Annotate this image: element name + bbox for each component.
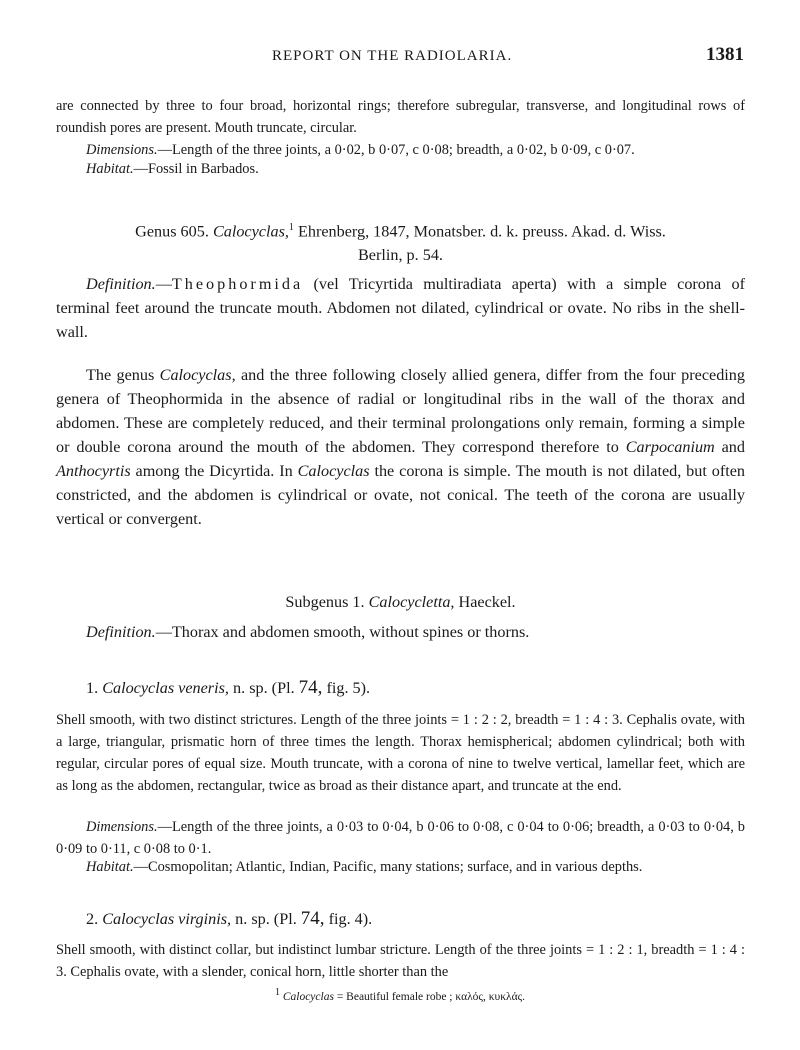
genus-ref: Calocyclas [297, 462, 370, 480]
genus-name: Calocyclas, [212, 222, 289, 241]
species-heading [56, 907, 745, 931]
description-text: Shell smooth, with two distinct strictures. Length of the three joints = 1 : 2 : 2, breadth = 1 : 4 : 3. Cephalis ovate, with a large, triangular, prismatic horn of three times the length. Thorax hemispherical; abdomen cylindrical; both with regular, circular pores of equal size. Mouth truncate, with a corona of nine to twelve vertical, lamellar feet, which are as long as the abdomen, rectangular, twice as broad as their distance apart, and truncate at the end. [56, 712, 745, 794]
genus-discussion [56, 363, 745, 531]
plate-number: 74, [298, 677, 323, 698]
habitat-label: Habitat. [86, 161, 134, 177]
subgenus-definition [56, 620, 745, 644]
description-text: Shell smooth, with distinct collar, but indistinct lumbar stricture. Length of the three joints = 1 : 2 : 1, breadth = 1 : 4 : 3. Cephalis ovate, with a slender, conical horn, little shorter than the [56, 942, 745, 980]
continued-text: are connected by three to four broad, horizontal rings; therefore subregular, transverse, and longitudinal rows of roundish pores are present. Mouth truncate, circular. [56, 98, 745, 136]
dimensions-text: —Length of the three joints, a 0·02, b 0·07, c 0·08; breadth, a 0·02, b 0·09, c 0·07. [157, 142, 635, 158]
footnote-text: = Beautiful female robe ; καλός, κυκλάς. [333, 990, 526, 1003]
family-name: Theophormida [171, 275, 304, 293]
discussion-text: and [714, 438, 745, 456]
species-name: Calocyclas virginis, [102, 910, 232, 928]
plate-number: 74, [300, 908, 325, 929]
running-header [0, 44, 800, 70]
habitat-text: —Cosmopolitan; Atlantic, Indian, Pacific, many stations; surface, and in various depths. [133, 859, 643, 875]
discussion-text: among the Dicyrtida. In [130, 462, 298, 480]
discussion-text: the corona is simple. The mouth is not dilated, but often constricted, and the abdomen is cylindrical or ovate, not conical. The teeth of the corona are usually vertical or convergent. [56, 462, 746, 528]
continued-description [56, 95, 745, 139]
species-description [56, 939, 745, 983]
genus-location: Berlin, p. 54. [358, 246, 443, 265]
footnote-number: 1 [274, 987, 280, 998]
footnote-ref: 1 [288, 222, 294, 233]
dimensions-label: Dimensions. [86, 819, 158, 835]
genus-prefix: Genus 605. [135, 222, 209, 241]
genus-authority: Ehrenberg, 1847, Monatsber. d. k. preuss. Akad. d. Wiss. [297, 222, 666, 241]
figure-ref: fig. 4). [328, 910, 373, 928]
running-title: REPORT ON THE RADIOLARIA. [272, 48, 513, 64]
species-number: 2. [86, 910, 99, 928]
species-number: 1. [86, 679, 99, 697]
figure-ref: fig. 5). [326, 679, 371, 697]
subgenus-heading [56, 590, 745, 614]
subgenus-name: Calocycletta, [368, 593, 455, 611]
species-heading [56, 676, 745, 700]
species-status: n. sp. (Pl. [233, 679, 295, 697]
footnote-term: Calocyclas [282, 990, 334, 1003]
dimensions-text: —Length of the three joints, a 0·03 to 0·04, b 0·06 to 0·08, c 0·04 to 0·06; breadth, a 0·03 to 0·04, b 0·09 to 0·11, c 0·08 to 0·1. [56, 819, 745, 857]
genus-ref: Calocyclas, [159, 366, 236, 384]
species-habitat [56, 856, 745, 878]
species-status: n. sp. (Pl. [235, 910, 297, 928]
species-name: Calocyclas veneris, [102, 679, 229, 697]
page-number: 1381 [706, 44, 744, 65]
species-dimensions [56, 816, 745, 860]
definition-text: —Thorax and abdomen smooth, without spines or thorns. [155, 623, 530, 641]
footnote [0, 987, 800, 1003]
genus-definition [56, 272, 745, 344]
discussion-text: The genus [86, 366, 160, 384]
habitat-label: Habitat. [86, 859, 134, 875]
genus-ref: Anthocyrtis [56, 462, 131, 480]
definition-dash: — [155, 275, 172, 293]
subgenus-prefix: Subgenus 1. [285, 593, 365, 611]
species-description [56, 709, 745, 797]
discussion-text: and the three following closely allied genera, differ from the four preceding genera of Theophormida in the absence of radial or longitudinal ribs in the wall of the thorax and abdomen. These are completely reduced, and their terminal prolongations only remain, forming a simple or double corona around the mouth of the abdomen. They correspond therefore to [56, 366, 745, 456]
continued-habitat [56, 158, 745, 180]
definition-label: Definition. [86, 623, 156, 641]
habitat-text: —Fossil in Barbados. [133, 161, 259, 177]
dimensions-label: Dimensions. [86, 142, 158, 158]
genus-heading [56, 216, 745, 267]
definition-label: Definition. [86, 275, 156, 293]
genus-ref: Carpocanium [625, 438, 715, 456]
definition-text: (vel Tricyrtida multiradiata aperta) with a simple corona of terminal feet around the truncate mouth. Abdomen not dilated, cylindrical or ovate. No ribs in the shell-wall. [56, 275, 745, 341]
subgenus-author: Haeckel. [458, 593, 516, 611]
